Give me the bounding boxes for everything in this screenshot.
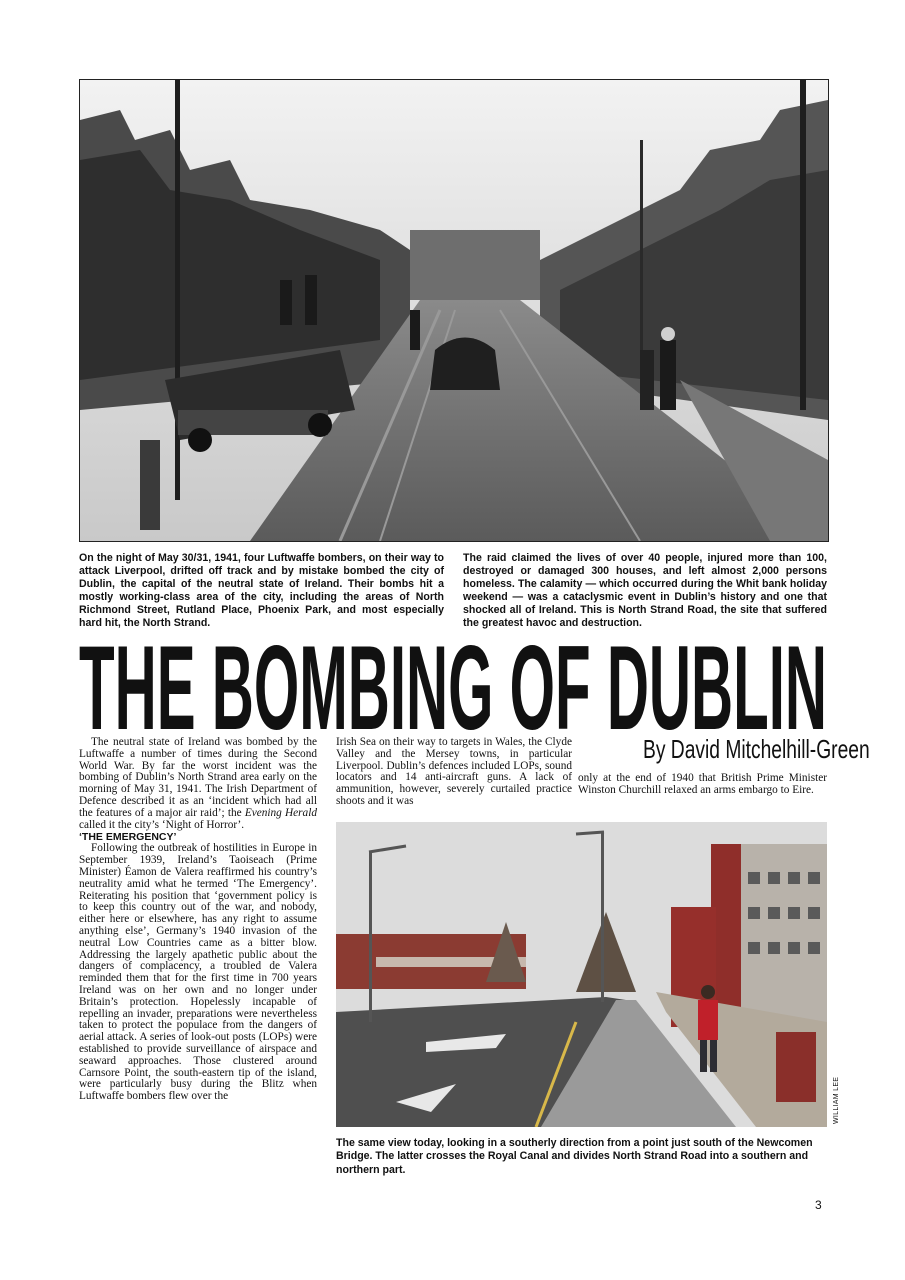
historic-photo-north-strand-1941 (79, 79, 829, 542)
section-subhead: ‘THE EMERGENCY’ (79, 831, 177, 844)
article-paragraph-churchill: only at the end of 1940 that British Prime Minister Winston Churchill relaxed an arms embargo to Eire. (578, 772, 827, 796)
article-paragraph-intro: The neutral state of Ireland was bombed by the Luftwaffe a number of times during the Second World War. By far the worst incident was the bombing of Dublin’s North Strand area early on the morning of May 31, 1941. The Irish Department of Defence described it as an ‘incident which had all the features of a major air raid’; the Evening Herald called it the city’s ‘Night of Horror’. (79, 736, 317, 831)
bottom-photo-caption: The same view today, looking in a southerly direction from a point just south of the Newcomen Bridge. The latter crosses the Royal Canal and divides North Strand Road into a southern and northern part. (336, 1137, 813, 1176)
article-paragraph-defences: Irish Sea on their way to targets in Wales, the Clyde Valley and the Mersey towns, in particular Liverpool. Dublin’s defences included LOPs, sound locators and 14 anti-aircraft guns. A lack of ammunition, however, severely curtailed practice shoots and it was (336, 736, 572, 807)
modern-photo-north-strand-today (336, 822, 827, 1127)
page-number: 3 (815, 1198, 822, 1212)
headline-text: THE BOMBING OF DUBLIN (79, 628, 827, 734)
article-column-1 (79, 737, 317, 1103)
top-photo-caption-left: On the night of May 30/31, 1941, four Luftwaffe bombers, on their way to attack Liverpool, drifted off track and by mistake bombed the city of Dublin, the capital of the neutral state of Ireland. Their bombs hit a mostly working-class area of the city, including the areas of North Richmond Street, Rutland Place, Phoenix Park, and most especially hard hit, the North Strand. (79, 552, 444, 630)
top-photo-caption-right: The raid claimed the lives of over 40 people, injured more than 100, destroyed or damaged 300 houses, and left almost 2,000 persons homeless. The calamity — which occurred during the Whit bank holiday weekend — was a cataclysmic event in Dublin’s history and one that shocked all of Ireland. This is North Strand Road, the site that suffered the greatest havoc and destruction. (463, 552, 827, 630)
article-headline (79, 628, 829, 734)
byline: By David Mitchelhill-Green (643, 734, 870, 764)
article-paragraph-emergency: Following the outbreak of hostilities in Europe in September 1939, Ireland’s Taoiseach (Prime Minister) Éamon de Valera reaffirmed his country’s neutrality amid what he termed ‘The Emergency’. Reiterating his position that ‘government policy is to keep this country out of the war, and nobody, either here or elsewhere, has any right to assume anything else’, Germany’s 1940 invasion of the neutral Low Countries came as a bitter blow. Addressing the largely apathetic public about the dangers of complacency, a troubled de Valera reminded them that for the first time in 700 years Ireland was on her own and no longer under Britain’s protection. Hopelessly incapable of repelling an invader, preparations were nevertheless taken to protect the populace from the dangers of aerial attack. A series of look-out posts (LOPs) were established to provide surveillance of airspace and seaward approaches. Those clustered around Carnsore Point, the south-eastern tip of the island, were particularly busy during the Blitz when Luftwaffe bombers flew over the (79, 842, 317, 1103)
article-column-3 (578, 773, 827, 797)
photo-credit: WILLIAM LEE (833, 1076, 840, 1124)
article-column-2 (336, 737, 572, 808)
